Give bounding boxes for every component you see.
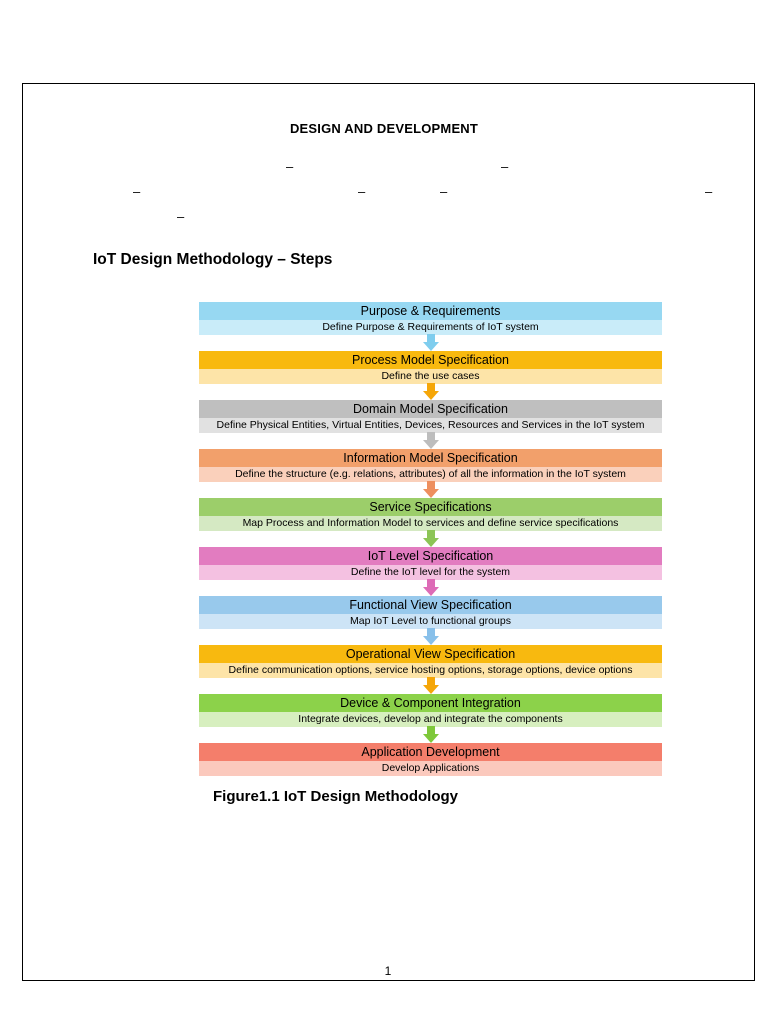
step-description: Map IoT Level to functional groups <box>199 614 662 629</box>
document-heading: DESIGN AND DEVELOPMENT <box>289 121 479 136</box>
down-arrow-icon <box>423 432 439 449</box>
down-arrow-icon <box>423 481 439 498</box>
step-connector <box>199 727 662 743</box>
step-connector <box>199 384 662 400</box>
step-description: Map Process and Information Model to services and define service specifications <box>199 516 662 531</box>
step-title: Purpose & Requirements <box>199 302 662 320</box>
step-connector <box>199 678 662 694</box>
step-title: Application Development <box>199 743 662 761</box>
down-arrow-icon <box>423 628 439 645</box>
step-title: Service Specifications <box>199 498 662 516</box>
step-title: IoT Level Specification <box>199 547 662 565</box>
page-number: 1 <box>384 964 392 978</box>
step-title: Domain Model Specification <box>199 400 662 418</box>
step-description: Develop Applications <box>199 761 662 776</box>
step-description: Define the structure (e.g. relations, attributes) of all the information in the IoT system <box>199 467 662 482</box>
step-title: Process Model Specification <box>199 351 662 369</box>
step-description: Define Physical Entities, Virtual Entities, Devices, Resources and Services in the IoT system <box>199 418 662 433</box>
step-block <box>199 596 662 629</box>
step-block <box>199 498 662 531</box>
step-connector <box>199 335 662 351</box>
down-arrow-icon <box>423 530 439 547</box>
step-description: Define Purpose & Requirements of IoT system <box>199 320 662 335</box>
step-description: Define the IoT level for the system <box>199 565 662 580</box>
step-block <box>199 400 662 433</box>
dash-mark: – <box>177 209 185 224</box>
step-title: Information Model Specification <box>199 449 662 467</box>
step-block <box>199 351 662 384</box>
step-block <box>199 743 662 776</box>
step-connector <box>199 482 662 498</box>
step-block <box>199 694 662 727</box>
figure-caption: Figure1.1 IoT Design Methodology <box>213 788 459 805</box>
dash-mark: – <box>133 184 141 199</box>
down-arrow-icon <box>423 383 439 400</box>
step-title: Operational View Specification <box>199 645 662 663</box>
dash-mark: – <box>440 184 448 199</box>
step-connector <box>199 629 662 645</box>
step-block <box>199 547 662 580</box>
down-arrow-icon <box>423 677 439 694</box>
down-arrow-icon <box>423 334 439 351</box>
section-title: IoT Design Methodology – Steps <box>93 251 333 268</box>
step-block <box>199 302 662 335</box>
step-connector <box>199 531 662 547</box>
dash-mark: – <box>705 184 713 199</box>
dash-mark: – <box>501 159 509 174</box>
down-arrow-icon <box>423 579 439 596</box>
step-title: Device & Component Integration <box>199 694 662 712</box>
step-connector <box>199 433 662 449</box>
step-description: Define communication options, service hosting options, storage options, device options <box>199 663 662 678</box>
dash-mark: – <box>286 159 294 174</box>
down-arrow-icon <box>423 726 439 743</box>
methodology-flowchart <box>199 302 662 776</box>
step-block <box>199 645 662 678</box>
step-title: Functional View Specification <box>199 596 662 614</box>
step-description: Integrate devices, develop and integrate the components <box>199 712 662 727</box>
dash-mark: – <box>358 184 366 199</box>
step-description: Define the use cases <box>199 369 662 384</box>
step-block <box>199 449 662 482</box>
step-connector <box>199 580 662 596</box>
